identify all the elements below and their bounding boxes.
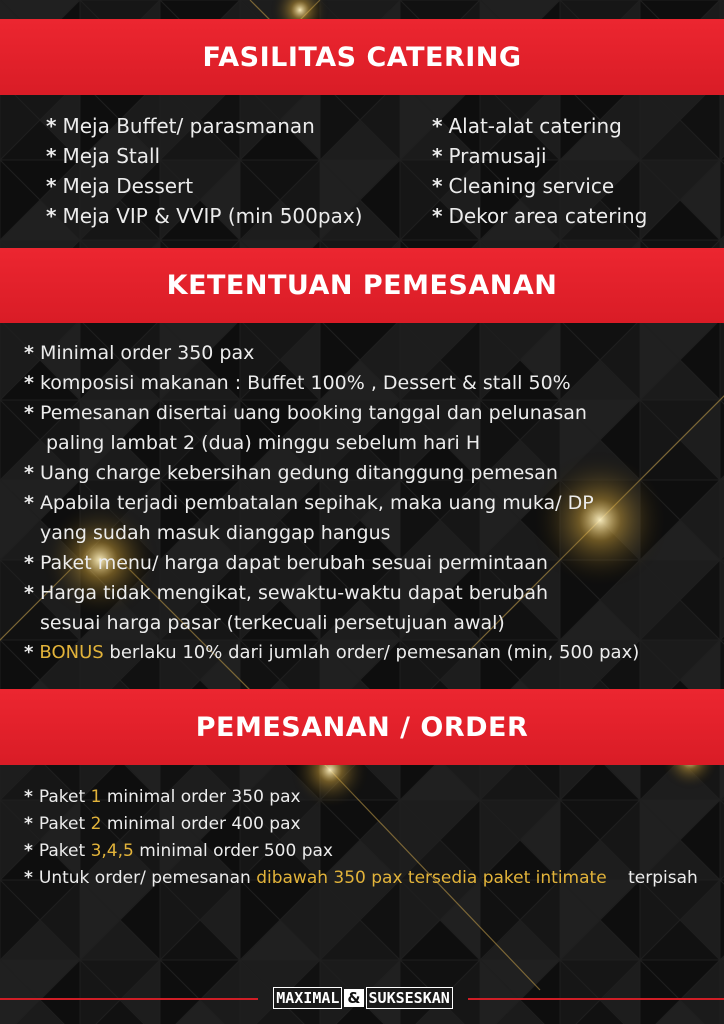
bullet-star: * bbox=[24, 868, 33, 888]
list-item: * Uang charge kebersihan gedung ditanggung pemesan bbox=[24, 462, 558, 484]
list-item-continuation: paling lambat 2 (dua) minggu sebelum hari H bbox=[46, 432, 481, 454]
list-item: * Paket 2 minimal order 400 pax bbox=[24, 814, 301, 834]
list-item: * Apabila terjadi pembatalan sepihak, maka uang muka/ DP yang sudah masuk dianggap hangus bbox=[24, 488, 718, 548]
footer-divider-right bbox=[468, 998, 724, 1000]
terms-header-band bbox=[0, 248, 724, 323]
facilities-list-left bbox=[46, 111, 362, 231]
bullet-star: * bbox=[432, 174, 443, 198]
bullet-star: * bbox=[46, 174, 57, 198]
bullet-star: * bbox=[46, 144, 57, 168]
list-item-continuation: yang sudah masuk dianggap hangus bbox=[40, 522, 391, 544]
list-item: * Minimal order 350 pax bbox=[24, 342, 255, 364]
list-item: * Paket 1 minimal order 350 pax bbox=[24, 787, 301, 807]
list-item: * Meja Buffet/ parasmanan bbox=[46, 114, 315, 138]
bullet-star: * bbox=[432, 204, 443, 228]
bullet-star: * bbox=[24, 814, 33, 834]
bullet-star: * bbox=[46, 114, 57, 138]
list-item: * Paket menu/ harga dapat berubah sesuai permintaan bbox=[24, 552, 548, 574]
list-item-bonus: * BONUS berlaku 10% dari jumlah order/ pemesanan (min, 500 pax) bbox=[24, 642, 640, 663]
list-item: * Alat-alat catering bbox=[432, 114, 622, 138]
list-item: * Meja VIP & VVIP (min 500pax) bbox=[46, 204, 363, 228]
list-item: * komposisi makanan : Buffet 100% , Dessert & stall 50% bbox=[24, 372, 571, 394]
bullet-star: * bbox=[24, 642, 34, 663]
bullet-star: * bbox=[24, 342, 34, 364]
tagline-ampersand: & bbox=[344, 989, 363, 1007]
bullet-star: * bbox=[24, 841, 33, 861]
bullet-star: * bbox=[432, 114, 443, 138]
bullet-star: * bbox=[24, 582, 34, 604]
tagline-word-2: SUKSESKAN bbox=[366, 987, 453, 1009]
facilities-header-band bbox=[0, 19, 724, 95]
footer-divider-left bbox=[0, 998, 258, 1000]
bullet-star: * bbox=[24, 372, 34, 394]
list-item: * Untuk order/ pemesanan dibawah 350 pax tersedia paket intimate terpisah bbox=[24, 868, 698, 888]
list-item-continuation: sesuai harga pasar (terkecuali persetujuan awal) bbox=[40, 612, 505, 634]
bonus-highlight: BONUS bbox=[39, 642, 104, 663]
list-item: * Paket 3,4,5 minimal order 500 pax bbox=[24, 841, 333, 861]
footer-tagline bbox=[265, 987, 461, 1009]
terms-title: KETENTUAN PEMESANAN bbox=[166, 270, 558, 301]
tagline-word-1: MAXIMAL bbox=[273, 987, 342, 1009]
bullet-star: * bbox=[432, 144, 443, 168]
bullet-star: * bbox=[24, 492, 34, 514]
orders-title: PEMESANAN / ORDER bbox=[195, 711, 529, 743]
list-item: * Meja Dessert bbox=[46, 174, 194, 198]
list-item: * Cleaning service bbox=[432, 174, 615, 198]
bullet-star: * bbox=[24, 462, 34, 484]
bullet-star: * bbox=[24, 787, 33, 807]
list-item-continuation: terpisah bbox=[628, 868, 698, 888]
bullet-star: * bbox=[46, 204, 57, 228]
bullet-star: * bbox=[24, 552, 34, 574]
list-item: * Harga tidak mengikat, sewaktu-waktu dapat berubah sesuai harga pasar (terkecuali persetujuan awal) bbox=[24, 578, 718, 638]
list-item: * Pramusaji bbox=[432, 144, 547, 168]
list-item: * Pemesanan disertai uang booking tanggal dan pelunasan paling lambat 2 (dua) minggu sebelum hari H bbox=[24, 398, 718, 458]
list-item: * Dekor area catering bbox=[432, 204, 648, 228]
list-item: * Meja Stall bbox=[46, 144, 161, 168]
facilities-title: FASILITAS CATERING bbox=[202, 41, 522, 73]
bullet-star: * bbox=[24, 402, 34, 424]
orders-list bbox=[24, 784, 704, 892]
terms-list bbox=[24, 338, 718, 668]
orders-header-band bbox=[0, 689, 724, 765]
facilities-list-right bbox=[432, 111, 647, 231]
